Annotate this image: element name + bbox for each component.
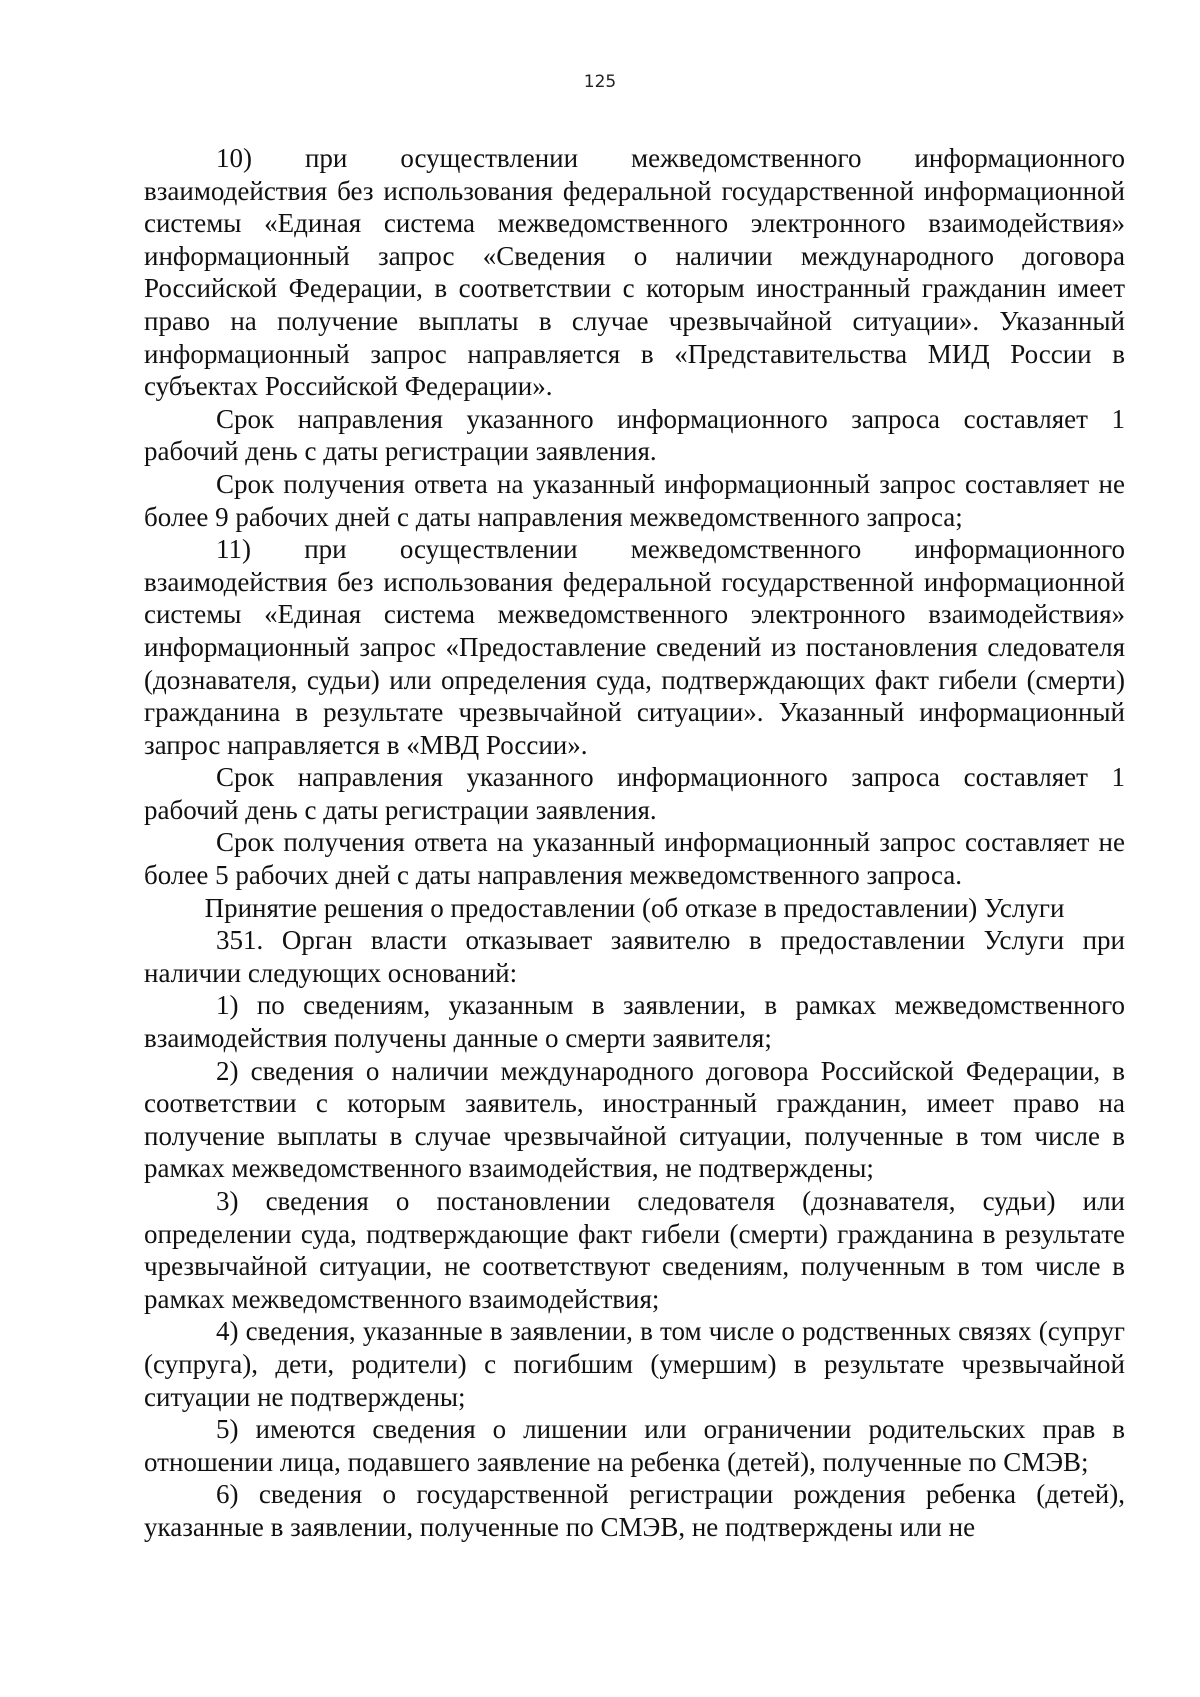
paragraph-deadline-send: Срок направления указанного информационного запроса составляет 1 рабочий день с даты регистрации заявления. — [144, 762, 1125, 825]
list-item-3: 3) сведения о постановлении следователя (дознавателя, судьи) или определении суда, подтверждающие факт гибели (смерти) гражданина в результате чрезвычайной ситуации, не соответствуют сведениям, полученным в том числе в рамках межведомственного взаимодействия; — [144, 1186, 1125, 1314]
paragraph-deadline-response: Срок получения ответа на указанный информационный запрос составляет не более 5 рабочих дней с даты направления межведомственного запроса. — [144, 827, 1125, 891]
list-item-2: 2) сведения о наличии международного договора Российской Федерации, в соответствии с которым заявитель, иностранный гражданин, имеет право на получение выплаты в случае чрезвычайной ситуации, полученные в том числе в рамках межведомственного взаимодействия, не подтверждены; — [144, 1055, 1125, 1184]
document-body — [144, 142, 1125, 1544]
paragraph-item-11: 11) при осуществлении межведомственного информационного взаимодействия без использования федеральной государственной информационной системы «Единая система межведомственного электронного взаимодействия» информационный запрос «Предоставление сведений из постановления следователя (дознавателя, судьи) или определения суда, подтверждающих факт гибели (смерти) гражданина в результате чрезвычайной ситуации». Указанный информационный запрос направляется в «МВД России». — [144, 534, 1125, 760]
list-item-1: 1) по сведениям, указанным в заявлении, в рамках межведомственного взаимодействия получены данные о смерти заявителя; — [144, 990, 1125, 1054]
section-heading: Принятие решения о предоставлении (об отказе в предоставлении) Услуги — [204, 892, 1065, 923]
paragraph-deadline-send: Срок направления указанного информационного запроса составляет 1 рабочий день с даты регистрации заявления. — [144, 403, 1125, 467]
page-number: 125 — [583, 72, 617, 92]
paragraph-clause-351: 351. Орган власти отказывает заявителю в предоставлении Услуги при наличии следующих оснований: — [144, 925, 1125, 988]
paragraph-deadline-response: Срок получения ответа на указанный информационный запрос составляет не более 9 рабочих дней с даты направления межведомственного запроса; — [144, 468, 1125, 532]
paragraph-item-10: 10) при осуществлении межведомственного информационного взаимодействия без использования федеральной государственной информационной системы «Единая система межведомственного электронного взаимодействия» информационный запрос «Сведения о наличии международного договора Российской Федерации, в соответствии с которым иностранный гражданин имеет право на получение выплаты в случае чрезвычайной ситуации». Указанный информационный запрос направляется в «Представительства МИД России в субъектах Российской Федерации». — [144, 143, 1125, 402]
list-item-5: 5) имеются сведения о лишении или ограничении родительских прав в отношении лица, подавшего заявление на ребенка (детей), полученные по СМЭВ; — [144, 1414, 1125, 1477]
list-item-4: 4) сведения, указанные в заявлении, в том числе о родственных связях (супруг (супруга), дети, родители) с погибшим (умершим) в результате чрезвычайной ситуации не подтверждены; — [144, 1316, 1125, 1412]
list-item-6: 6) сведения о государственной регистрации рождения ребенка (детей), указанные в заявлении, полученные по СМЭВ, не подтверждены или не — [144, 1479, 1125, 1542]
